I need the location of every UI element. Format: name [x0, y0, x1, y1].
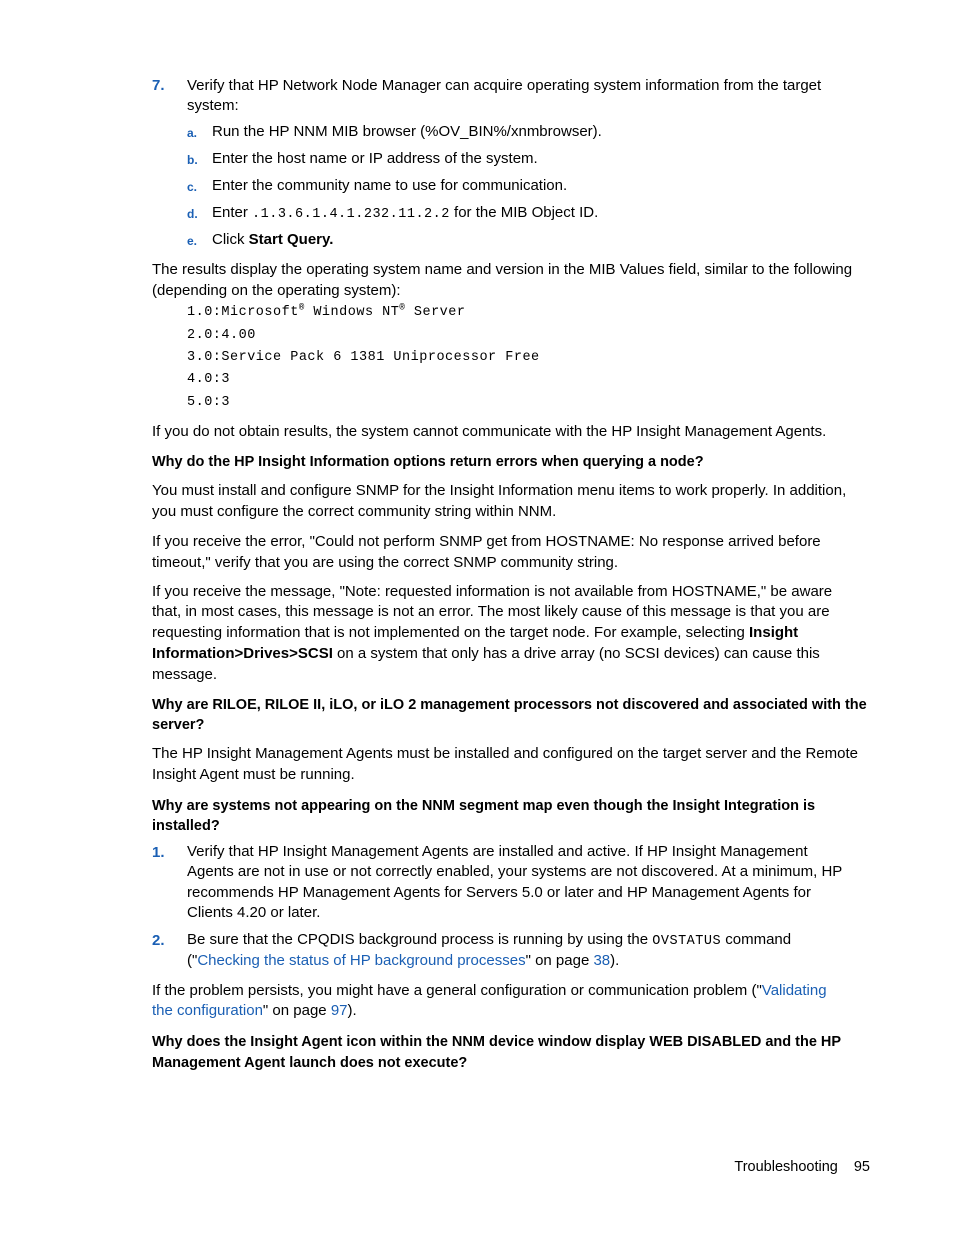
- paragraph: you must configure the correct community string within NNM.: [152, 503, 557, 520]
- mib-object-id: .1.3.6.1.4.1.232.11.2.2: [252, 207, 450, 222]
- substep-text-part: Click: [212, 231, 249, 248]
- step-text: system:: [187, 97, 239, 114]
- question-heading: Why are RILOE, RILOE II, iLO, or iLO 2 management processors not discovered and associated with the: [152, 697, 867, 713]
- text-part: Be sure that the CPQDIS background process is running by using the: [187, 931, 653, 948]
- step-text: Verify that HP Insight Management Agents are installed and active. If HP Insight Management: [187, 843, 808, 860]
- substep-number: b.: [187, 153, 198, 167]
- paragraph: If you receive the message, "Note: requested information is not available from HOSTNAME," be aware: [152, 583, 833, 600]
- text-part: " on page: [262, 1002, 331, 1019]
- question-heading: installed?: [152, 818, 220, 834]
- page-number: 95: [853, 1159, 870, 1175]
- code-line: [187, 303, 465, 324]
- substep-number: c.: [187, 180, 198, 194]
- command-name: OVSTATUS: [652, 934, 722, 949]
- registered-mark: ®: [399, 302, 406, 313]
- link-checking-status[interactable]: Checking the status of HP background processes: [197, 952, 526, 969]
- text-part: on a system that only has a drive array (no SCSI devices) can cause this: [332, 645, 820, 662]
- text-part: requesting information that is not implemented on the target node. For example, selecting: [152, 624, 750, 641]
- link-page-97[interactable]: 97: [330, 1002, 348, 1019]
- code-part: Windows NT: [304, 305, 400, 320]
- text-part: If the problem persists, you might have a general configuration or communication problem (": [152, 982, 762, 999]
- paragraph: timeout," verify that you are using the correct SNMP community string.: [152, 554, 619, 571]
- step-number: 7.: [152, 77, 165, 94]
- paragraph: (depending on the operating system):: [152, 282, 401, 299]
- step-text: [187, 951, 619, 972]
- text-part: " on page: [525, 952, 594, 969]
- substep-text: Enter the host name or IP address of the system.: [212, 150, 538, 167]
- footer-section: Troubleshooting: [734, 1159, 838, 1175]
- link-validating-configuration[interactable]: the configuration: [152, 1002, 263, 1019]
- page-footer: [734, 1157, 870, 1178]
- paragraph: [152, 1001, 357, 1022]
- substep-text-part: Enter: [212, 204, 253, 221]
- question-heading: Why does the Insight Agent icon within the NNM device window display WEB DISABLED and the HP: [152, 1034, 842, 1050]
- paragraph: that, in most cases, this message is not an error. The most likely cause of this message is that you are: [152, 603, 830, 620]
- text-part: (": [187, 952, 198, 969]
- code-line: 4.0:3: [187, 372, 231, 387]
- paragraph: If you receive the error, "Could not perform SNMP get from HOSTNAME: No response arrived before: [152, 533, 821, 550]
- substep-text-part: for the MIB Object ID.: [449, 204, 599, 221]
- paragraph: You must install and configure SNMP for the Insight Information menu items to work properly. In addition,: [152, 482, 847, 499]
- substep-text: [212, 230, 333, 251]
- question-heading: Management Agent launch does not execute?: [152, 1055, 468, 1071]
- code-line: 5.0:3: [187, 395, 231, 410]
- link-page-38[interactable]: 38: [593, 952, 611, 969]
- substep-text: Run the HP NNM MIB browser (%OV_BIN%/xnmbrowser).: [212, 123, 602, 140]
- question-heading: server?: [152, 717, 205, 733]
- paragraph: The results display the operating system name and version in the MIB Values field, similar to the following: [152, 261, 853, 278]
- paragraph: [152, 981, 827, 1002]
- substep-number: e.: [187, 234, 198, 248]
- paragraph: Insight Agent must be running.: [152, 766, 355, 783]
- menu-path: Insight: [749, 624, 799, 641]
- paragraph: The HP Insight Management Agents must be installed and configured on the target server and the Remote: [152, 745, 858, 762]
- step-text: recommends HP Management Agents for Servers 5.0 or later and HP Management Agents for: [187, 884, 811, 901]
- registered-mark: ®: [298, 302, 305, 313]
- code-part: 1.0:Microsoft: [187, 305, 299, 320]
- step-text: Clients 4.20 or later.: [187, 904, 321, 921]
- substep-text: [212, 203, 598, 226]
- question-heading: Why do the HP Insight Information options return errors when querying a node?: [152, 454, 704, 470]
- code-part: Server: [405, 305, 466, 320]
- substep-number: d.: [187, 207, 198, 221]
- paragraph: [152, 623, 798, 644]
- code-line: 2.0:4.00: [187, 328, 256, 343]
- paragraph: message.: [152, 666, 218, 683]
- text-part: ).: [610, 952, 620, 969]
- paragraph: [152, 644, 820, 665]
- substep-number: a.: [187, 126, 198, 140]
- question-heading: Why are systems not appearing on the NNM segment map even though the Insight Integration is: [152, 798, 816, 814]
- substep-text: Enter the community name to use for communication.: [212, 177, 568, 194]
- text-part: ).: [347, 1002, 357, 1019]
- code-line: 3.0:Service Pack 6 1381 Uniprocessor Free: [187, 350, 540, 365]
- text-part: command: [721, 931, 792, 948]
- step-text: Agents are not in use or not correctly enabled, your systems are not discovered. At a minimum, HP: [187, 863, 843, 880]
- menu-path: Information>Drives>SCSI: [152, 645, 333, 662]
- step-text: Verify that HP Network Node Manager can acquire operating system information from the target: [187, 77, 822, 94]
- step-text: [187, 930, 791, 953]
- start-query-label: Start Query.: [248, 231, 334, 248]
- step-number: 2.: [152, 932, 165, 949]
- paragraph: If you do not obtain results, the system cannot communicate with the HP Insight Management Agents.: [152, 423, 827, 440]
- link-validating-configuration[interactable]: Validating: [761, 982, 827, 999]
- step-number: 1.: [152, 844, 165, 861]
